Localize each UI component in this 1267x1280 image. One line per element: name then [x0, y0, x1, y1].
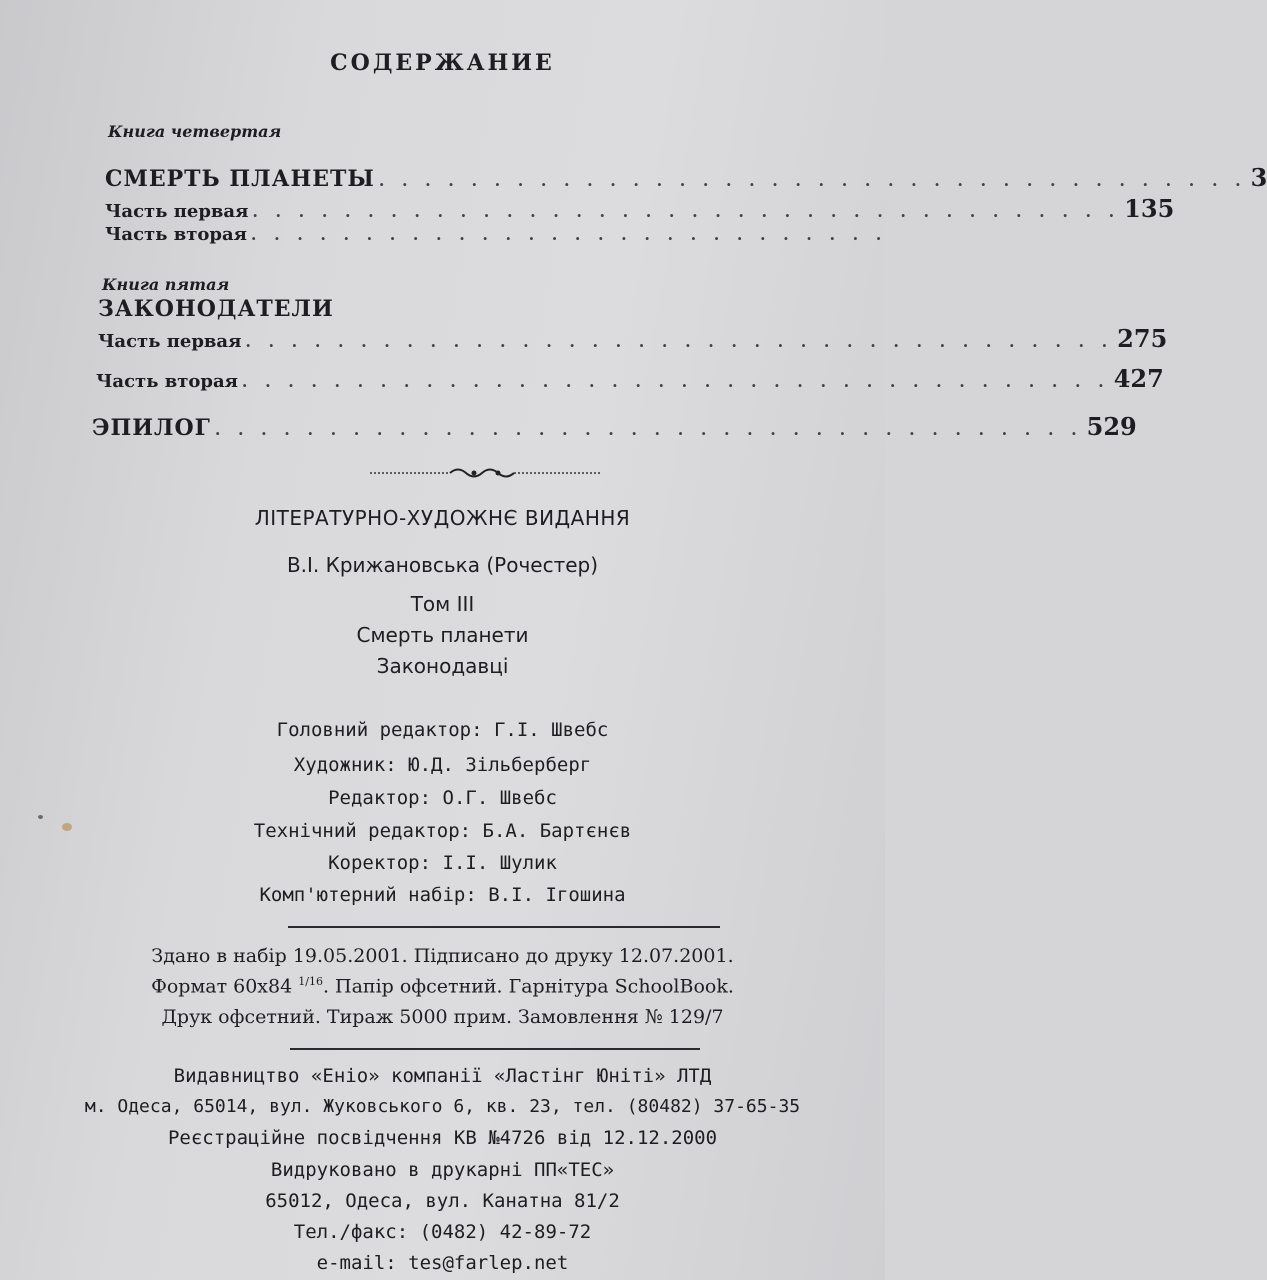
- paper-speck: [38, 815, 43, 819]
- toc-entry-book-four-title: [105, 145, 1267, 192]
- paper-stain: [62, 823, 72, 831]
- book-four-part-one-label: Часть первая: [105, 201, 249, 222]
- toc-entry-epilogue: [92, 412, 1137, 441]
- credit-technical-editor: Технічний редактор: Б.А. Бартєнєв: [253, 820, 632, 842]
- author-line: В.І. Крижановська (Рочестер): [286, 553, 599, 577]
- print-dates-line: Здано в набір 19.05.2001. Підписано до друку 12.07.2001.: [151, 945, 734, 967]
- format-text: Формат 60x84: [151, 975, 299, 998]
- credit-editor: Редактор: О.Г. Швебс: [328, 787, 557, 809]
- edition-type: ЛІТЕРАТУРНО-ХУДОЖНЄ ВИДАННЯ: [254, 506, 631, 530]
- volume-line: Том III: [410, 592, 475, 616]
- epilogue-page: 529: [1086, 412, 1137, 441]
- book-four-label: Книга четвертая: [108, 122, 282, 141]
- toc-entry-book-five-part-two: [96, 364, 1164, 393]
- leader-dots: . . . . . . . . . . . . . . . . . . . . . . . . . . . . . . . . . . . . . .: [214, 420, 1083, 439]
- title-line-one: Смерть планети: [356, 623, 529, 647]
- book-five-part-two-label: Часть вторая: [96, 371, 238, 392]
- divider-rule: [288, 926, 720, 928]
- leader-dots: . . . . . . . . . . . . . . . . . . . . . . . . . . . . . . . . . . . . . .: [241, 372, 1110, 391]
- credit-proofreader: Коректор: І.І. Шулик: [328, 852, 557, 874]
- toc-entry-book-four-part-two: [105, 224, 888, 245]
- printing-house-address-line: 65012, Одеса, вул. Канатна 81/2: [265, 1190, 620, 1212]
- toc-entry-book-four-part-one: [105, 194, 1175, 223]
- toc-entry-book-five-part-one: [98, 324, 1168, 353]
- book-five-title: ЗАКОНОДАТЕЛИ: [98, 296, 334, 322]
- leader-dots: . . . . . . . . . . . . . . . . . . . . . . . . . . . . . . . . . . . . . .: [245, 332, 1114, 351]
- book-four-title-page: 3: [1250, 163, 1267, 192]
- publisher-line: Видавництво «Еніо» компанії «Ластінг Юніті» ЛТД: [173, 1065, 712, 1087]
- registration-line: Реєстраційне посвідчення КВ №4726 від 12.12.2000: [167, 1127, 718, 1149]
- book-four-part-one-page: 135: [1124, 194, 1175, 223]
- print-run-line: Друк офсетний. Тираж 5000 прим. Замовлення № 129/7: [161, 1006, 724, 1028]
- publisher-address-line: м. Одеса, 65014, вул. Жуковського 6, кв. 23, тел. (80482) 37-65-35: [84, 1096, 801, 1117]
- email-line: e-mail: tes@farlep.net: [316, 1252, 569, 1274]
- book-five-part-two-page: 427: [1113, 364, 1164, 393]
- format-paper-text: . Папір офсетний. Гарнітура SchoolBook.: [322, 975, 734, 998]
- credit-chief-editor: Головний редактор: Г.І. Швебс: [276, 719, 609, 741]
- title-line-two: Законодавці: [376, 654, 509, 678]
- leader-dots: . . . . . . . . . . . . . . . . . . . . . . . . . . . . . . . . . . . . . .: [378, 171, 1247, 190]
- phone-fax-line: Тел./факс: (0482) 42-89-72: [293, 1221, 592, 1243]
- format-line: [0, 975, 885, 997]
- divider-rule: [290, 1048, 700, 1050]
- contents-heading: СОДЕРЖАНИЕ: [330, 50, 555, 76]
- book-five-part-one-label: Часть первая: [98, 331, 242, 352]
- book-four-title: СМЕРТЬ ПЛАНЕТЫ: [105, 166, 375, 192]
- epilogue-label: ЭПИЛОГ: [92, 415, 211, 441]
- leader-dots: . . . . . . . . . . . . . . . . . . . . . . . . . . . . . . . . . . . . . .: [252, 202, 1121, 221]
- credit-artist: Художник: Ю.Д. Зільберберг: [293, 754, 592, 776]
- format-fraction: 1/16: [298, 975, 323, 988]
- book-five-label: Книга пятая: [102, 275, 230, 294]
- printing-house-line: Видруковано в друкарні ПП«ТЕС»: [270, 1159, 615, 1181]
- leader-dots: . . . . . . . . . . . . . . . . . . . . . . . . . . . .: [250, 225, 888, 244]
- book-five-part-one-page: 275: [1117, 324, 1168, 353]
- credit-typesetter: Комп'ютерний набір: В.І. Ігошина: [259, 884, 626, 906]
- ornament-divider-icon: [370, 466, 600, 480]
- book-four-part-two-label: Часть вторая: [105, 224, 247, 245]
